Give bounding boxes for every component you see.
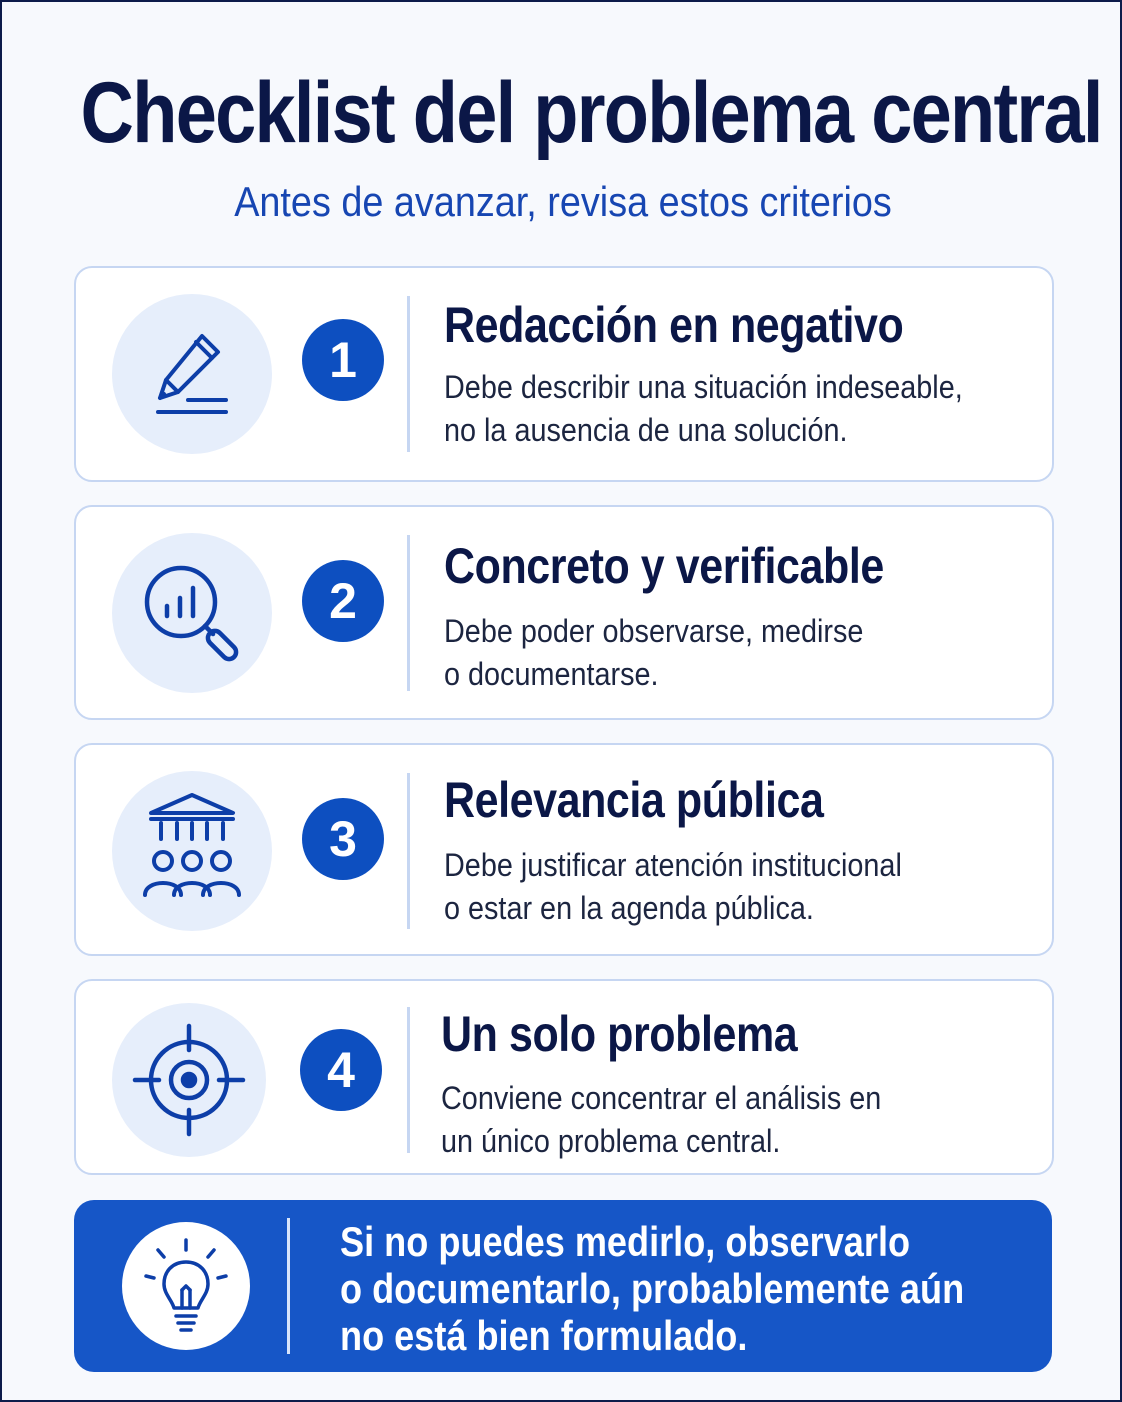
criterion-card-3 [74, 743, 1054, 956]
description-line: un único problema central. [441, 1123, 781, 1159]
card-divider [407, 535, 410, 691]
description-line: Debe poder observarse, medirse [444, 613, 864, 649]
pencil-icon [144, 326, 240, 422]
card-divider [407, 296, 410, 452]
criterion-heading: Redacción en negativo [444, 297, 904, 353]
bulb-circle [122, 1222, 250, 1350]
magnifier-chart-icon [137, 558, 247, 668]
criterion-card-4 [74, 979, 1054, 1175]
page-subtitle: Antes de avanzar, revisa estos criterios [234, 178, 892, 225]
banner-divider [287, 1218, 290, 1354]
description-line: o documentarse. [444, 656, 659, 692]
criterion-heading: Concreto y verificable [444, 538, 884, 594]
criterion-number: 3 [302, 798, 384, 880]
criterion-number: 4 [300, 1029, 382, 1111]
criterion-description [444, 610, 863, 696]
description-line: no la ausencia de una solución. [444, 412, 848, 448]
criterion-description [444, 366, 963, 452]
criterion-heading: Un solo problema [441, 1006, 798, 1062]
tip-line: Si no puedes medirlo, observarlo [340, 1218, 911, 1265]
description-line: Conviene concentrar el análisis en [441, 1080, 882, 1116]
page-title: Checklist del problema central [80, 65, 1102, 161]
tip-banner [74, 1200, 1052, 1372]
institution-people-icon [137, 791, 247, 911]
criterion-card-1 [74, 266, 1054, 482]
description-line: o estar en la agenda pública. [444, 890, 814, 926]
criterion-number: 2 [302, 560, 384, 642]
description-line: Debe justificar atención institucional [444, 847, 902, 883]
criterion-number: 1 [302, 319, 384, 401]
criterion-heading: Relevancia pública [444, 772, 824, 828]
description-line: Debe describir una situación indeseable, [444, 369, 963, 405]
card-divider [407, 773, 410, 929]
criterion-description [444, 844, 902, 930]
criterion-card-2 [74, 505, 1054, 720]
icon-circle [112, 533, 272, 693]
tip-text [340, 1218, 964, 1359]
lightbulb-icon [138, 1234, 234, 1338]
icon-circle [112, 294, 272, 454]
card-divider [407, 1007, 410, 1153]
criterion-description [441, 1077, 881, 1163]
tip-line: o documentarlo, probablemente aún [340, 1265, 965, 1312]
icon-circle [112, 1003, 266, 1157]
tip-line: no está bien formulado. [340, 1312, 748, 1359]
target-icon [131, 1022, 247, 1138]
icon-circle [112, 771, 272, 931]
